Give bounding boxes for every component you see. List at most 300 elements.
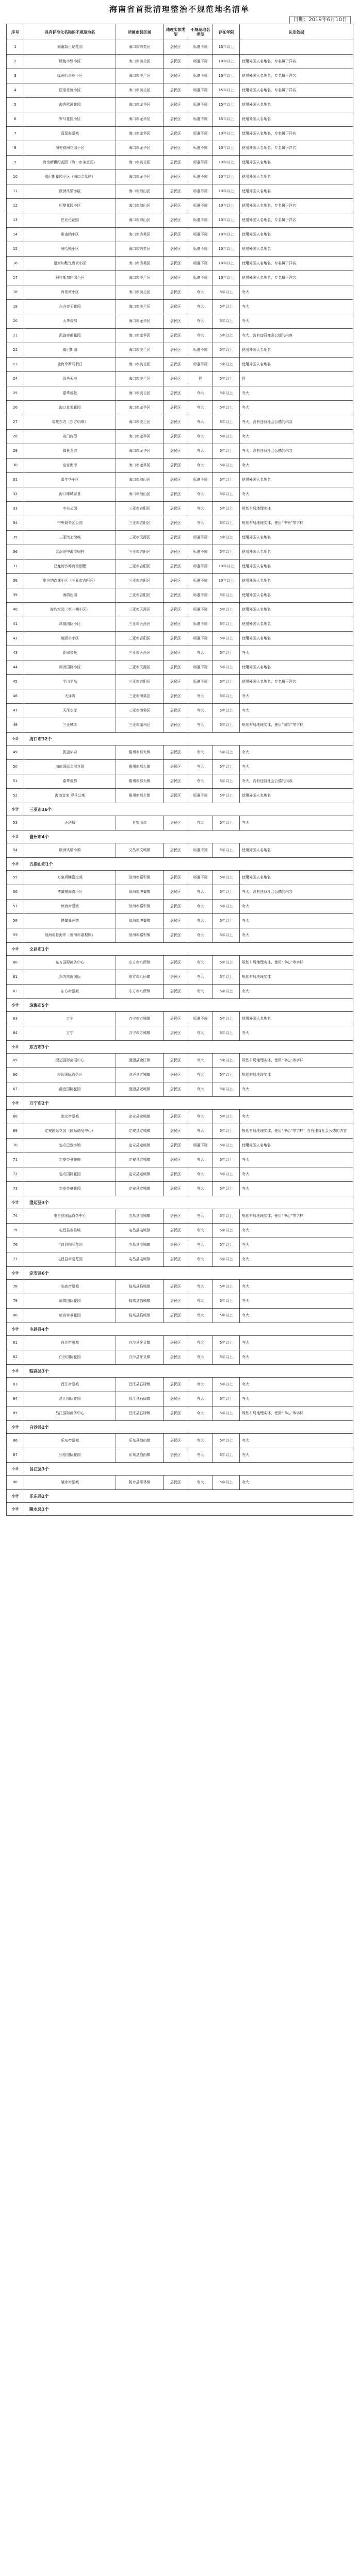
entity-type: 居民区 <box>164 228 188 242</box>
row-number: 86 <box>7 1434 24 1448</box>
issue-type: 夸大 <box>188 816 213 831</box>
years-cell: 5年以上 <box>213 1434 240 1448</box>
area-cell: 五指山市 <box>116 816 164 831</box>
years-cell: 5年以上 <box>213 1068 240 1082</box>
years-cell: 5年以上 <box>213 444 240 459</box>
row-number: 30 <box>7 459 24 473</box>
years-cell: 5年以上 <box>213 1054 240 1068</box>
table-row <box>7 1280 353 1294</box>
table-row <box>7 170 353 184</box>
place-name: 海韵佳园 <box>24 588 116 603</box>
reason-cell: 夸大 <box>240 1309 353 1323</box>
reason-cell: 使用外国人名地名 <box>240 358 353 372</box>
years-cell: 5年以上 <box>213 914 240 928</box>
years-cell: 5年以上 <box>213 689 240 704</box>
years-cell: 5年以上 <box>213 1110 240 1124</box>
entity-type: 居民区 <box>164 1280 188 1294</box>
row-number: 71 <box>7 1153 24 1167</box>
table-row <box>7 774 353 789</box>
area-cell: 三亚市崖州区 <box>116 718 164 733</box>
area-cell: 三亚市吉阳区 <box>116 632 164 646</box>
row-number: 3 <box>7 69 24 83</box>
table-row <box>7 689 353 704</box>
subtotal-label: 小计 <box>7 1267 24 1280</box>
years-cell: 10年以上 <box>213 242 240 257</box>
area-cell: 三亚市吉阳区 <box>116 574 164 588</box>
reason-cell: 夸大 <box>240 1378 353 1392</box>
place-name: 名门府邸 <box>24 430 116 444</box>
entity-type: 居民区 <box>164 127 188 141</box>
area-cell: 海口市龙华区 <box>116 430 164 444</box>
entity-type: 居民区 <box>164 83 188 98</box>
issue-type: 夸大 <box>188 718 213 733</box>
issue-type: 标准不规 <box>188 156 213 170</box>
table-row <box>7 358 353 372</box>
years-cell: 5年以上 <box>213 358 240 372</box>
area-cell: 定安县定城镇 <box>116 1139 164 1153</box>
place-name: 定安帝豪花园 <box>24 1182 116 1196</box>
issue-type: 标准不规 <box>188 603 213 617</box>
table-row <box>7 473 353 487</box>
area-cell: 乐东县抱由镇 <box>116 1448 164 1463</box>
subtotal-count: 白沙县2个 <box>24 1421 353 1434</box>
place-name: 金润地中海度假村 <box>24 545 116 560</box>
issue-type: 夸大 <box>188 760 213 774</box>
reason-cell: 使用外国人名地名，专名属于洋名 <box>240 55 353 69</box>
years-cell: 5年以上 <box>213 285 240 300</box>
row-number: 60 <box>7 956 24 970</box>
issue-type: 标准不规 <box>188 141 213 156</box>
place-name: 万泉河畔嘉宝苑 <box>24 871 116 885</box>
years-cell: 10年以上 <box>213 574 240 588</box>
issue-type: 标准不规 <box>188 55 213 69</box>
years-cell: 5年以上 <box>213 1026 240 1041</box>
subtotal-label: 小计 <box>7 1421 24 1434</box>
issue-type: 标准不规 <box>188 660 213 675</box>
years-cell: 5年以上 <box>213 789 240 803</box>
years-cell: 15年以上 <box>213 40 240 55</box>
row-number: 49 <box>7 745 24 760</box>
place-name: 天泽水岸 <box>24 704 116 718</box>
reason-cell: 规划布局地理实体 <box>240 1068 353 1082</box>
table-row <box>7 745 353 760</box>
table-row <box>7 1153 353 1167</box>
reason-cell: 使用外国人名地名，专名属于洋名 <box>240 127 353 141</box>
table-row <box>7 1209 353 1224</box>
reason-cell: 使用外国人名地名 <box>240 588 353 603</box>
table-row <box>7 444 353 459</box>
table-row <box>7 1336 353 1350</box>
place-name: 屯昌县国际商务中心 <box>24 1209 116 1224</box>
row-number: 35 <box>7 531 24 545</box>
table-row <box>7 271 353 285</box>
subtotal-label: 小计 <box>7 1365 24 1378</box>
place-name: 昌江国际花园 <box>24 1392 116 1406</box>
table-row <box>7 401 353 415</box>
row-number: 12 <box>7 199 24 213</box>
issue-type: 标准不规 <box>188 358 213 372</box>
entity-type: 居民区 <box>164 675 188 689</box>
subtotal-count: 三亚市16个 <box>24 803 353 816</box>
row-number: 36 <box>7 545 24 560</box>
reason-cell: 使用外国人名地名，专名属于洋名 <box>240 141 353 156</box>
area-cell: 海口市龙华区 <box>116 170 164 184</box>
issue-type: 夸大 <box>188 774 213 789</box>
issue-type: 夸大 <box>188 1068 213 1082</box>
reason-cell: 使用外国人名地名，专名属于洋名 <box>240 83 353 98</box>
reason-cell: 使用外国人名地名，专名属于洋名 <box>240 257 353 271</box>
place-name: 白沙帝景城 <box>24 1336 116 1350</box>
place-name: 陵水帝景城 <box>24 1476 116 1490</box>
area-cell: 定安县定城镇 <box>116 1182 164 1196</box>
table-row <box>7 257 353 271</box>
table-row <box>7 386 353 401</box>
table-row <box>7 314 353 329</box>
entity-type: 居民区 <box>164 617 188 632</box>
reason-cell: 夸大 <box>240 1448 353 1463</box>
place-name: 巴黎花园小区 <box>24 199 116 213</box>
entity-type: 居民区 <box>164 401 188 415</box>
reason-cell: 使用外国人名地名 <box>240 871 353 885</box>
row-number: 45 <box>7 675 24 689</box>
subtotal-count: 陵水县1个 <box>24 1503 353 1516</box>
area-cell: 定安县定城镇 <box>116 1124 164 1139</box>
place-name: 屯昌县帝景城 <box>24 1224 116 1238</box>
reason-cell: 夸大，含有违背社会公德的内容 <box>240 444 353 459</box>
reason-cell: 夸大 <box>240 1224 353 1238</box>
entity-type: 居民区 <box>164 1350 188 1365</box>
issue-type: 标准不规 <box>188 531 213 545</box>
table-row <box>7 789 353 803</box>
place-name: 凯旋帝都花园 <box>24 329 116 343</box>
subtotal-row <box>7 1196 353 1209</box>
place-name: 御景龙庭 <box>24 444 116 459</box>
place-name: 威尼斯花园小区（海口金盘路） <box>24 170 116 184</box>
table-row <box>7 415 353 430</box>
subtotal-row <box>7 1365 353 1378</box>
entity-type: 居民区 <box>164 1434 188 1448</box>
area-cell: 儋州市那大镇 <box>116 774 164 789</box>
place-name: 半山半岛 <box>24 675 116 689</box>
row-number: 15 <box>7 242 24 257</box>
table-row <box>7 372 353 386</box>
entity-type: 居民区 <box>164 1448 188 1463</box>
place-name: 三亚城市 <box>24 718 116 733</box>
table-row <box>7 545 353 560</box>
entity-type: 居民区 <box>164 430 188 444</box>
row-number: 75 <box>7 1224 24 1238</box>
place-name: 天泽湾 <box>24 689 116 704</box>
years-cell: 5年以上 <box>213 774 240 789</box>
reason-cell: 规划布局地理实体，使用“中央”等字样 <box>240 516 353 531</box>
reason-cell: 夸大，含有违背社会公德的内容 <box>240 329 353 343</box>
row-number: 80 <box>7 1309 24 1323</box>
issue-type: 标准不规 <box>188 545 213 560</box>
issue-type: 夸大 <box>188 1476 213 1490</box>
area-cell: 三亚市吉阳区 <box>116 560 164 574</box>
place-name: 琼海帝景湾 <box>24 900 116 914</box>
years-cell: 5年以上 <box>213 1336 240 1350</box>
entity-type: 居民区 <box>164 1153 188 1167</box>
table-row <box>7 560 353 574</box>
area-cell: 海口市龙华区 <box>116 112 164 127</box>
years-cell: 5年以上 <box>213 502 240 516</box>
issue-type: 标准不规 <box>188 1012 213 1026</box>
table-row <box>7 1378 353 1392</box>
years-cell: 15年以上 <box>213 112 240 127</box>
issue-type: 夸大 <box>188 885 213 900</box>
area-cell: 昌江县石碌镇 <box>116 1378 164 1392</box>
area-cell: 澄迈县老城镇 <box>116 1068 164 1082</box>
reason-cell: 夸大，含有违背社会公德的内容 <box>240 885 353 900</box>
row-number: 81 <box>7 1336 24 1350</box>
reason-cell: 规划布局地理实体，使用“中心”等字样 <box>240 1209 353 1224</box>
subtotal-row <box>7 1323 353 1336</box>
entity-type: 居民区 <box>164 141 188 156</box>
row-number: 17 <box>7 271 24 285</box>
subtotal-label: 小计 <box>7 803 24 816</box>
area-cell: 海口市美兰区 <box>116 372 164 386</box>
reason-cell: 使用外国人名地名 <box>240 473 353 487</box>
table-row <box>7 985 353 999</box>
row-number: 66 <box>7 1068 24 1082</box>
place-name: 万宁 <box>24 1026 116 1041</box>
area-cell: 三亚市吉阳区 <box>116 545 164 560</box>
table-row <box>7 660 353 675</box>
table-row <box>7 1350 353 1365</box>
row-number: 48 <box>7 718 24 733</box>
reason-cell: 夸大 <box>240 386 353 401</box>
reason-cell: 夸大 <box>240 314 353 329</box>
entity-type: 居民区 <box>164 843 188 858</box>
place-name: 海景湾小区 <box>24 285 116 300</box>
reason-cell: 使用外国人名地名 <box>240 242 353 257</box>
years-cell: 5年以上 <box>213 745 240 760</box>
issue-type: 夸大 <box>188 1182 213 1196</box>
table-header-row <box>7 24 353 40</box>
entity-type: 居民区 <box>164 156 188 170</box>
place-name: 大华帝都 <box>24 314 116 329</box>
header-cell: 认定依据 <box>240 24 353 40</box>
issue-type: 标准不规 <box>188 213 213 228</box>
place-name: 定安帝景城 <box>24 1110 116 1124</box>
area-cell: 临高县临城镇 <box>116 1280 164 1294</box>
area-cell: 临高县临城镇 <box>116 1294 164 1309</box>
place-name: 皇家海岸 <box>24 459 116 473</box>
row-number: 59 <box>7 928 24 943</box>
years-cell: 5年以上 <box>213 956 240 970</box>
area-cell: 海口市美兰区 <box>116 300 164 314</box>
entity-type: 居民区 <box>164 1167 188 1182</box>
reason-cell: 夸大 <box>240 285 353 300</box>
years-cell: 10年以上 <box>213 69 240 83</box>
reason-cell: 规划布局地理实体，使用“城市”等字样 <box>240 718 353 733</box>
area-cell: 海口市龙华区 <box>116 329 164 343</box>
table-row <box>7 900 353 914</box>
area-cell: 海口市龙华区 <box>116 444 164 459</box>
issue-type: 夸大 <box>188 1153 213 1167</box>
years-cell: 5年以上 <box>213 1167 240 1182</box>
entity-type: 居民区 <box>164 560 188 574</box>
area-cell: 三亚市吉阳区 <box>116 502 164 516</box>
entity-type: 居民区 <box>164 170 188 184</box>
reason-cell: 使用外国人名地名 <box>240 531 353 545</box>
years-cell: 5年以上 <box>213 1476 240 1490</box>
row-number: 85 <box>7 1406 24 1421</box>
row-number: 14 <box>7 228 24 242</box>
area-cell: 东方市八所镇 <box>116 970 164 985</box>
area-cell: 海口市美兰区 <box>116 69 164 83</box>
area-cell: 海口市龙华区 <box>116 127 164 141</box>
years-cell: 5年以上 <box>213 1350 240 1365</box>
row-number: 25 <box>7 386 24 401</box>
area-cell: 白沙县牙叉镇 <box>116 1336 164 1350</box>
issue-type: 标准不规 <box>188 170 213 184</box>
issue-type: 夸大 <box>188 1448 213 1463</box>
years-cell: 10年以上 <box>213 213 240 228</box>
table-row <box>7 1182 353 1196</box>
row-number: 73 <box>7 1182 24 1196</box>
years-cell: 5年以上 <box>213 970 240 985</box>
place-name: 屯昌县国际花园 <box>24 1238 116 1252</box>
area-cell: 海口市琼山区 <box>116 473 164 487</box>
table-row <box>7 956 353 970</box>
years-cell: 5年以上 <box>213 1182 240 1196</box>
area-cell: 琼海市嘉积镇 <box>116 928 164 943</box>
row-number: 63 <box>7 1012 24 1026</box>
area-cell: 陵水县椰林镇 <box>116 1476 164 1490</box>
row-number: 9 <box>7 156 24 170</box>
reason-cell: 夸大 <box>240 900 353 914</box>
row-number: 32 <box>7 487 24 502</box>
row-number: 27 <box>7 415 24 430</box>
place-name: 海南宜家·罗马公寓 <box>24 789 116 803</box>
issue-type: 夸大 <box>188 1406 213 1421</box>
area-cell: 海口市龙华区 <box>116 98 164 112</box>
table-row <box>7 199 353 213</box>
place-name: 海南国际会展花园 <box>24 760 116 774</box>
row-number: 33 <box>7 502 24 516</box>
years-cell: 5年以上 <box>213 760 240 774</box>
table-row <box>7 574 353 588</box>
subtotal-label: 小计 <box>7 858 24 871</box>
entity-type: 居民区 <box>164 98 188 112</box>
place-name: 定安巴黎小镇 <box>24 1139 116 1153</box>
subtotal-count: 琼海市5个 <box>24 999 353 1012</box>
table-row <box>7 1238 353 1252</box>
place-name: 乐东帝景城 <box>24 1434 116 1448</box>
reason-cell: 夸大 <box>240 1153 353 1167</box>
subtotal-row <box>7 1490 353 1503</box>
issue-type: 夸大 <box>188 502 213 516</box>
entity-type: 居民区 <box>164 1294 188 1309</box>
issue-type: 夸大 <box>188 444 213 459</box>
place-name: 海南新世纪花园 <box>24 40 116 55</box>
reason-cell: 夸大 <box>240 928 353 943</box>
issue-type: 夸大 <box>188 1124 213 1139</box>
area-cell: 昌江县石碌镇 <box>116 1406 164 1421</box>
place-name: 曼哈顿小区 <box>24 242 116 257</box>
years-cell: 10年以上 <box>213 228 240 242</box>
issue-type: 标准不规 <box>188 127 213 141</box>
issue-type: 夸大 <box>188 646 213 660</box>
entity-type: 居民区 <box>164 885 188 900</box>
table-row <box>7 1124 353 1139</box>
place-name: 鸿洲国际小区 <box>24 660 116 675</box>
row-number: 37 <box>7 560 24 574</box>
table-row <box>7 127 353 141</box>
entity-type: 居民区 <box>164 603 188 617</box>
table-row <box>7 843 353 858</box>
entity-type: 居民区 <box>164 646 188 660</box>
entity-type: 居民区 <box>164 184 188 199</box>
area-cell: 文昌市文城镇 <box>116 843 164 858</box>
row-number: 54 <box>7 843 24 858</box>
reason-cell: 夸大 <box>240 985 353 999</box>
entity-type: 居民区 <box>164 1068 188 1082</box>
issue-type: 夸大 <box>188 386 213 401</box>
entity-type: 居民区 <box>164 900 188 914</box>
subtotal-count: 乐东县2个 <box>24 1490 353 1503</box>
years-cell: 5年以上 <box>213 843 240 858</box>
area-cell: 琼海市嘉积镇 <box>116 900 164 914</box>
entity-type: 居民区 <box>164 1054 188 1068</box>
reason-cell: 夸大 <box>240 459 353 473</box>
area-cell: 东方市八所镇 <box>116 956 164 970</box>
years-cell: 5年以上 <box>213 660 240 675</box>
subtotal-count: 儋州市4个 <box>24 831 353 843</box>
years-cell: 5年以上 <box>213 1082 240 1097</box>
issue-type: 夸大 <box>188 459 213 473</box>
table-row <box>7 617 353 632</box>
reason-cell: 夸大 <box>240 1476 353 1490</box>
issue-type: 夸大 <box>188 985 213 999</box>
place-name: 临高国际花园 <box>24 1294 116 1309</box>
years-cell: 5年以上 <box>213 1124 240 1139</box>
issue-type: 标准不规 <box>188 617 213 632</box>
reason-cell: 使用外国人名地名 <box>240 170 353 184</box>
area-cell: 海口市美兰区 <box>116 156 164 170</box>
entity-type: 居民区 <box>164 789 188 803</box>
years-cell: 5年以上 <box>213 459 240 473</box>
issue-type: 夸大 <box>188 1336 213 1350</box>
years-cell: 10年以上 <box>213 199 240 213</box>
issue-type: 夸大 <box>188 914 213 928</box>
place-name-table <box>6 24 353 1516</box>
years-cell: 5年以上 <box>213 1012 240 1026</box>
issue-type: 怪 <box>188 372 213 386</box>
table-row <box>7 816 353 831</box>
table-row <box>7 871 353 885</box>
years-cell: 5年以上 <box>213 1378 240 1392</box>
years-cell: 5年以上 <box>213 704 240 718</box>
years-cell: 5年以上 <box>213 675 240 689</box>
reason-cell: 夸大 <box>240 1280 353 1294</box>
issue-type: 标准不规 <box>188 871 213 885</box>
place-name: 琼海帝景海岸（琼海市嘉积镇） <box>24 928 116 943</box>
area-cell: 东方市八所镇 <box>116 985 164 999</box>
place-name: 博鳌亚洲湾 <box>24 914 116 928</box>
subtotal-label: 小计 <box>7 1323 24 1336</box>
area-cell: 海口市龙华区 <box>116 459 164 473</box>
area-cell: 海口市秀英区 <box>116 257 164 271</box>
entity-type: 居民区 <box>164 415 188 430</box>
place-name: 澄迈国际会展中心 <box>24 1054 116 1068</box>
issue-type: 夸大 <box>188 1082 213 1097</box>
area-cell: 屯昌县屯城镇 <box>116 1224 164 1238</box>
place-name: 屯昌县帝豪花园 <box>24 1252 116 1267</box>
area-cell: 屯昌县屯城镇 <box>116 1252 164 1267</box>
